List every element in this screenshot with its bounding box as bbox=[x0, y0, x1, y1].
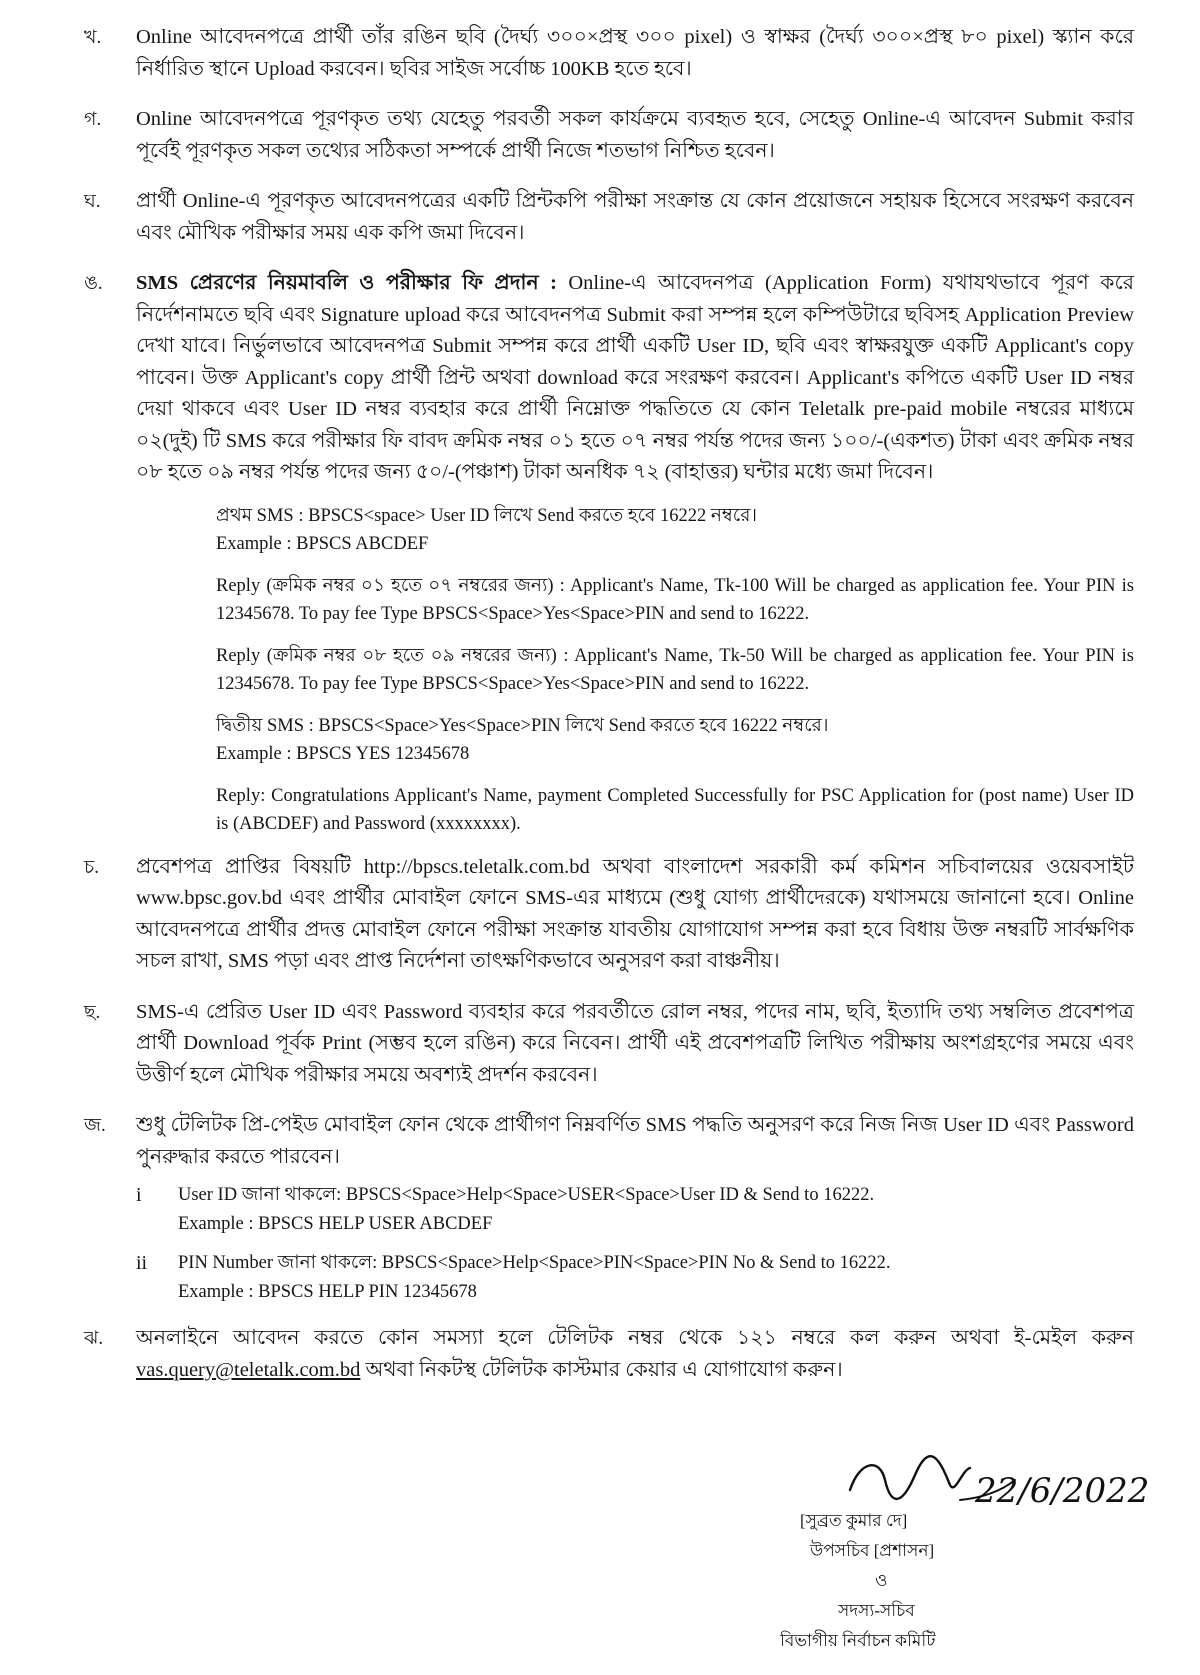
clause-gha bbox=[82, 186, 1134, 249]
clause-text: SMS-এ প্রেরিত User ID এবং Password ব্যবহার করে পরবর্তীতে রোল নম্বর, পদের নাম, ছবি, ইত্যাদি তথ্য সম্বলিত প্রবেশপত্র প্রার্থী Download পূর্বক Print (সম্ভব হলে রঙিন) করে নিবেন। প্রার্থী এই প্রবেশপত্রটি লিখিত পরীক্ষায় অংশগ্রহণের সময়ে এবং উত্তীর্ণ হলে মৌখিক পরীক্ষার সময়ে অবশ্যই প্রদর্শন করবেন। bbox=[136, 1000, 1134, 1086]
list-marker: ii bbox=[136, 1252, 148, 1274]
list-example: Example : BPSCS HELP USER ABCDEF bbox=[178, 1214, 493, 1234]
list-line: User ID জানা থাকলে: BPSCS<Space>Help<Space>USER<Space>User ID & Send to 16222. bbox=[178, 1185, 875, 1205]
clause-body bbox=[136, 1323, 1134, 1386]
signatory-conjunction: ও bbox=[875, 1571, 888, 1590]
signatory-role: সদস্য-সচিব bbox=[838, 1601, 915, 1620]
clause-marker: ঘ. bbox=[84, 191, 101, 212]
reply-3: Reply: Congratulations Applicant's Name, payment Completed Successfully for PSC Application for (post name) User ID is (ABCDEF) and Password (xxxxxxxx). bbox=[216, 785, 1134, 834]
signatory-committee: বিভাগীয় নির্বাচন কমিটি bbox=[780, 1631, 936, 1650]
first-sms-block bbox=[216, 502, 1134, 558]
list-example: Example : BPSCS HELP PIN 12345678 bbox=[178, 1282, 477, 1302]
clause-body bbox=[136, 1110, 1134, 1317]
clause-marker: খ. bbox=[84, 27, 102, 48]
clause-body bbox=[136, 268, 1134, 489]
clause-ja bbox=[82, 1110, 1134, 1317]
list-item bbox=[136, 1181, 1134, 1239]
reply-1 bbox=[216, 572, 1134, 628]
clause-text: Online আবেদনপত্রে পূরণকৃত তথ্য যেহেতু পরবর্তী সকল কার্যক্রমে ব্যবহৃত হবে, সেহেতু Online-এ আবেদন Submit করার পূর্বেই পূরণকৃত সকল তথ্যের সঠিকতা সম্পর্কে প্রার্থী নিজে শতভাগ নিশ্চিত হবেন। bbox=[136, 108, 1134, 162]
reply-2-prefix: Reply (ক্রমিক নম্বর ০৮ হতে ০৯ নম্বরের জন্য) : bbox=[216, 645, 569, 666]
clause-text: শুধু টেলিটক প্রি-পেইড মোবাইল ফোন থেকে প্রার্থীগণ নিম্নবর্ণিত SMS পদ্ধতি অনুসরণ করে নিজ নিজ User ID এবং Password পুনরুদ্ধার করতে পারবেন। bbox=[136, 1114, 1134, 1168]
clause-cha bbox=[82, 852, 1134, 978]
list-item bbox=[136, 1249, 1134, 1307]
clause-marker: জ. bbox=[84, 1115, 106, 1136]
email-link[interactable]: vas.query@teletalk.com.bd bbox=[136, 1358, 361, 1381]
clause-ga bbox=[82, 104, 1134, 167]
clause-chha bbox=[82, 997, 1134, 1092]
clause-text: প্রবেশপত্র প্রাপ্তির বিষয়টি http://bpscs.teletalk.com.bd অথবা বাংলাদেশ সরকারী কর্ম কমিশন সচিবালয়ের ওয়েবসাইট www.bpsc.gov.bd এবং প্রার্থীর মোবাইল ফোনে SMS-এর মাধ্যমে (শুধু যোগ্য প্রার্থীদেরকে) যথাসময়ে জানানো হবে। Online আবেদনপত্রে প্রার্থীর প্রদত্ত মোবাইল ফোনে পরীক্ষা সংক্রান্ত যাবতীয় যোগাযোগ সম্পন্ন করা হবে বিধায় উক্ত নম্বরটি সার্বক্ষণিক সচল রাখা, SMS পড়া এবং প্রাপ্ত নির্দেশনা তাৎক্ষণিকভাবে অনুসরণ করা বাঞ্চনীয়। bbox=[136, 855, 1134, 972]
signature-date: 22/6/2022 bbox=[975, 1471, 1150, 1511]
clause-text: প্রার্থী Online-এ পূরণকৃত আবেদনপত্রের একটি প্রিন্টকপি পরীক্ষা সংক্রান্ত যে কোন প্রয়োজনে সহায়ক হিসেবে সংরক্ষণ করবেন এবং মৌখিক পরীক্ষার সময় এক কপি জমা দিবেন। bbox=[136, 190, 1134, 244]
clause-marker: ঙ. bbox=[84, 273, 103, 294]
reply-1-prefix: Reply (ক্রমিক নম্বর ০১ হতে ০৭ নম্বরের জন্য) : bbox=[216, 575, 565, 596]
list-line: PIN Number জানা থাকলে: BPSCS<Space>Help<Space>PIN<Space>PIN No & Send to 16222. bbox=[178, 1253, 891, 1273]
clause-text: Online আবেদনপত্রে প্রার্থী তাঁর রঙিন ছবি (দৈর্ঘ্য ৩০০×প্রস্থ ৩০০ pixel) ও স্বাক্ষর (দৈর্ঘ্য ৩০০×প্রস্থ ৮০ pixel) স্ক্যান করে নির্ধারিত স্থানে Upload করবেন। ছবির সাইজ সর্বোচ্চ 100KB হতে হবে। bbox=[136, 26, 1134, 80]
clause-kha bbox=[82, 22, 1134, 85]
sms-instructions bbox=[216, 502, 1134, 838]
reply-2-text: Applicant's Name, Tk-50 Will be charged as application fee. Your PIN is 12345678. To pay fee Type BPSCS<Space>Yes<Space>PIN and send to 16222. bbox=[216, 645, 1135, 694]
clause-marker: ছ. bbox=[84, 1001, 101, 1023]
list-text bbox=[178, 1181, 874, 1239]
reply-1-text: Applicant's Name, Tk-100 Will be charged as application fee. Your PIN is 12345678. To pay fee Type BPSCS<Space>Yes<Space>PIN and send to 16222. bbox=[216, 575, 1134, 624]
clause-text: অনলাইনে আবেদন করতে কোন সমস্যা হলে টেলিটক নম্বর থেকে ১২১ নম্বরে কল করুন অথবা ই-মেইল করুন bbox=[136, 1327, 1134, 1349]
clause-marker: চ. bbox=[84, 856, 100, 878]
second-sms-block bbox=[216, 712, 1134, 768]
second-sms-line: দ্বিতীয় SMS : BPSCS<Space>Yes<Space>PIN লিখে Send করতে হবে 16222 নম্বরে। bbox=[216, 715, 829, 736]
clause-sms-rules bbox=[82, 268, 1134, 489]
signatory-name: [সুব্রত কুমার দে] bbox=[800, 1511, 908, 1530]
clause-marker: ঝ. bbox=[84, 1328, 104, 1349]
reply-2 bbox=[216, 642, 1134, 698]
list-marker: i bbox=[136, 1184, 142, 1206]
signatory-title: উপসচিব [প্রশাসন] bbox=[810, 1541, 935, 1560]
list-text bbox=[178, 1249, 891, 1307]
recovery-list bbox=[136, 1181, 1134, 1307]
clause-jha bbox=[82, 1323, 1134, 1386]
clause-text: Online-এ আবেদনপত্র (Application Form) যথাযথভাবে পূরণ করে নির্দেশনামতে ছবি এবং Signature upload করে আবেদনপত্র Submit করা সম্পন্ন হলে কম্পিউটারে ছবিসহ Application Preview দেখা যাবে। নির্ভুলভাবে আবেদনপত্র Submit সম্পন্ন করে প্রার্থী একটি User ID, ছবি এবং স্বাক্ষরযুক্ত একটি Applicant's copy পাবেন। উক্ত Applicant's copy প্রার্থী প্রিন্ট অথবা download করে সংরক্ষণ করবেন। Applicant's কপিতে একটি User ID নম্বর দেয়া থাকবে এবং User ID নম্বর ব্যবহার করে প্রার্থী নিম্নোক্ত পদ্ধতিতে যে কোন Teletalk pre-paid mobile নম্বরের মাধ্যমে ০২(দুই) টি SMS করে পরীক্ষার ফি বাবদ ক্রমিক নম্বর ০১ হতে ০৭ নম্বর পর্যন্ত পদের জন্য ১০০/-(একশত) টাকা এবং ক্রমিক নম্বর ০৮ হতে ০৯ নম্বর পর্যন্ত পদের জন্য ৫০/-(পঞ্চাশ) টাকা অনধিক ৭২ (বাহাত্তর) ঘন্টার মধ্যে জমা দিবেন। bbox=[136, 272, 1135, 483]
first-sms-line: প্রথম SMS : BPSCS<space> User ID লিখে Send করতে হবে 16222 নম্বরে। bbox=[216, 505, 758, 526]
second-sms-example: Example : BPSCS YES 12345678 bbox=[216, 743, 470, 764]
clause-marker: গ. bbox=[84, 109, 102, 130]
signature-block bbox=[780, 1440, 1150, 1660]
clause-text-after: অথবা নিকটস্থ টেলিটক কাস্টমার কেয়ার এ যোগাযোগ করুন। bbox=[365, 1358, 843, 1381]
clause-heading: SMS প্রেরণের নিয়মাবলি ও পরীক্ষার ফি প্রদান : bbox=[136, 272, 557, 294]
first-sms-example: Example : BPSCS ABCDEF bbox=[216, 533, 429, 554]
